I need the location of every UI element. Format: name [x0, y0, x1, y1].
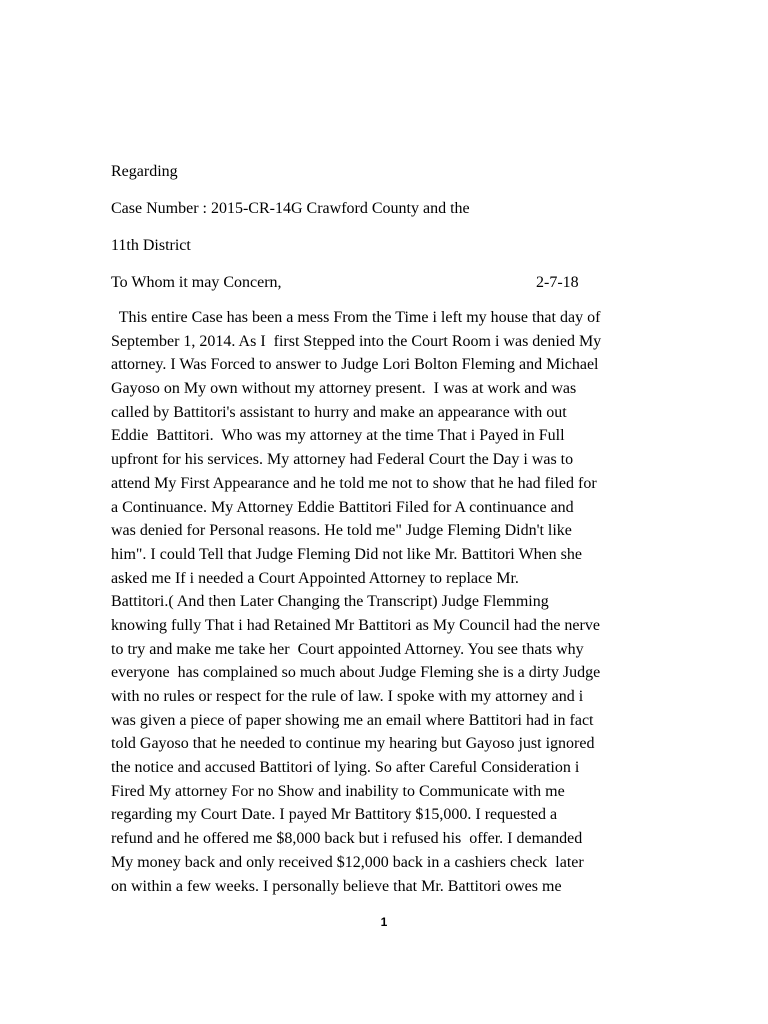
salutation-row — [111, 271, 671, 295]
body-line: refund and he offered me $8,000 back but i refused his offer. I demanded — [111, 830, 583, 848]
body-line: called by Battitori's assistant to hurry and make an appearance with out — [111, 403, 567, 421]
body-line: Battitori.( And then Later Changing the Transcript) Judge Flemming — [111, 593, 549, 611]
body-line: regarding my Court Date. I payed Mr Battitory $15,000. I requested a — [111, 806, 558, 824]
body-line: asked me If i needed a Court Appointed Attorney to replace Mr. — [111, 569, 519, 587]
body-line: September 1, 2014. As I first Stepped into the Court Room i was denied My — [111, 332, 602, 350]
body-line: told Gayoso that he needed to continue my hearing but Gayoso just ignored — [111, 735, 595, 753]
page-number: 1 — [380, 915, 388, 929]
body-line: him". I could Tell that Judge Fleming Did not like Mr. Battitori When she — [111, 545, 582, 563]
body-line: attorney. I Was Forced to answer to Judge Lori Bolton Fleming and Michael — [111, 356, 599, 374]
body-line: everyone has complained so much about Judge Fleming she is a dirty Judge — [111, 664, 601, 682]
body-line: My money back and only received $12,000 back in a cashiers check later — [111, 853, 584, 871]
letter-body — [111, 306, 671, 898]
body-line: was denied for Personal reasons. He told me" Judge Fleming Didn't like — [111, 522, 572, 540]
body-line: knowing fully That i had Retained Mr Battitori as My Council had the nerve — [111, 616, 600, 634]
salutation: To Whom it may Concern, — [111, 274, 282, 291]
district-line: 11th District — [111, 237, 191, 254]
regarding-label: Regarding — [111, 163, 178, 180]
body-line: was given a piece of paper showing me an email where Battitori had in fact — [111, 711, 594, 729]
body-line: with no rules or respect for the rule of law. I spoke with my attorney and i — [111, 688, 584, 705]
case-number-line: Case Number : 2015-CR-14G Crawford County and the — [111, 200, 470, 217]
body-line: Gayoso on My own without my attorney present. I was at work and was — [111, 380, 577, 398]
body-line: to try and make me take her Court appointed Attorney. You see thats why — [111, 640, 584, 658]
body-line: Eddie Battitori. Who was my attorney at the time That i Payed in Full — [111, 427, 565, 445]
body-line: This entire Case has been a mess From the Time i left my house that day of — [111, 309, 601, 326]
letter-date: 2-7-18 — [536, 274, 579, 291]
body-line: upfront for his services. My attorney had Federal Court the Day i was to — [111, 451, 574, 469]
body-line: Fired My attorney For no Show and inability to Communicate with me — [111, 782, 565, 800]
body-line: the notice and accused Battitori of lying. So after Careful Consideration i — [111, 759, 580, 777]
body-line: a Continuance. My Attorney Eddie Battitori Filed for A continuance and — [111, 498, 574, 516]
letter-header — [111, 160, 671, 295]
body-line: on within a few weeks. I personally believe that Mr. Battitori owes me — [111, 877, 562, 895]
body-line: attend My First Appearance and he told me not to show that he had filed for — [111, 474, 597, 492]
